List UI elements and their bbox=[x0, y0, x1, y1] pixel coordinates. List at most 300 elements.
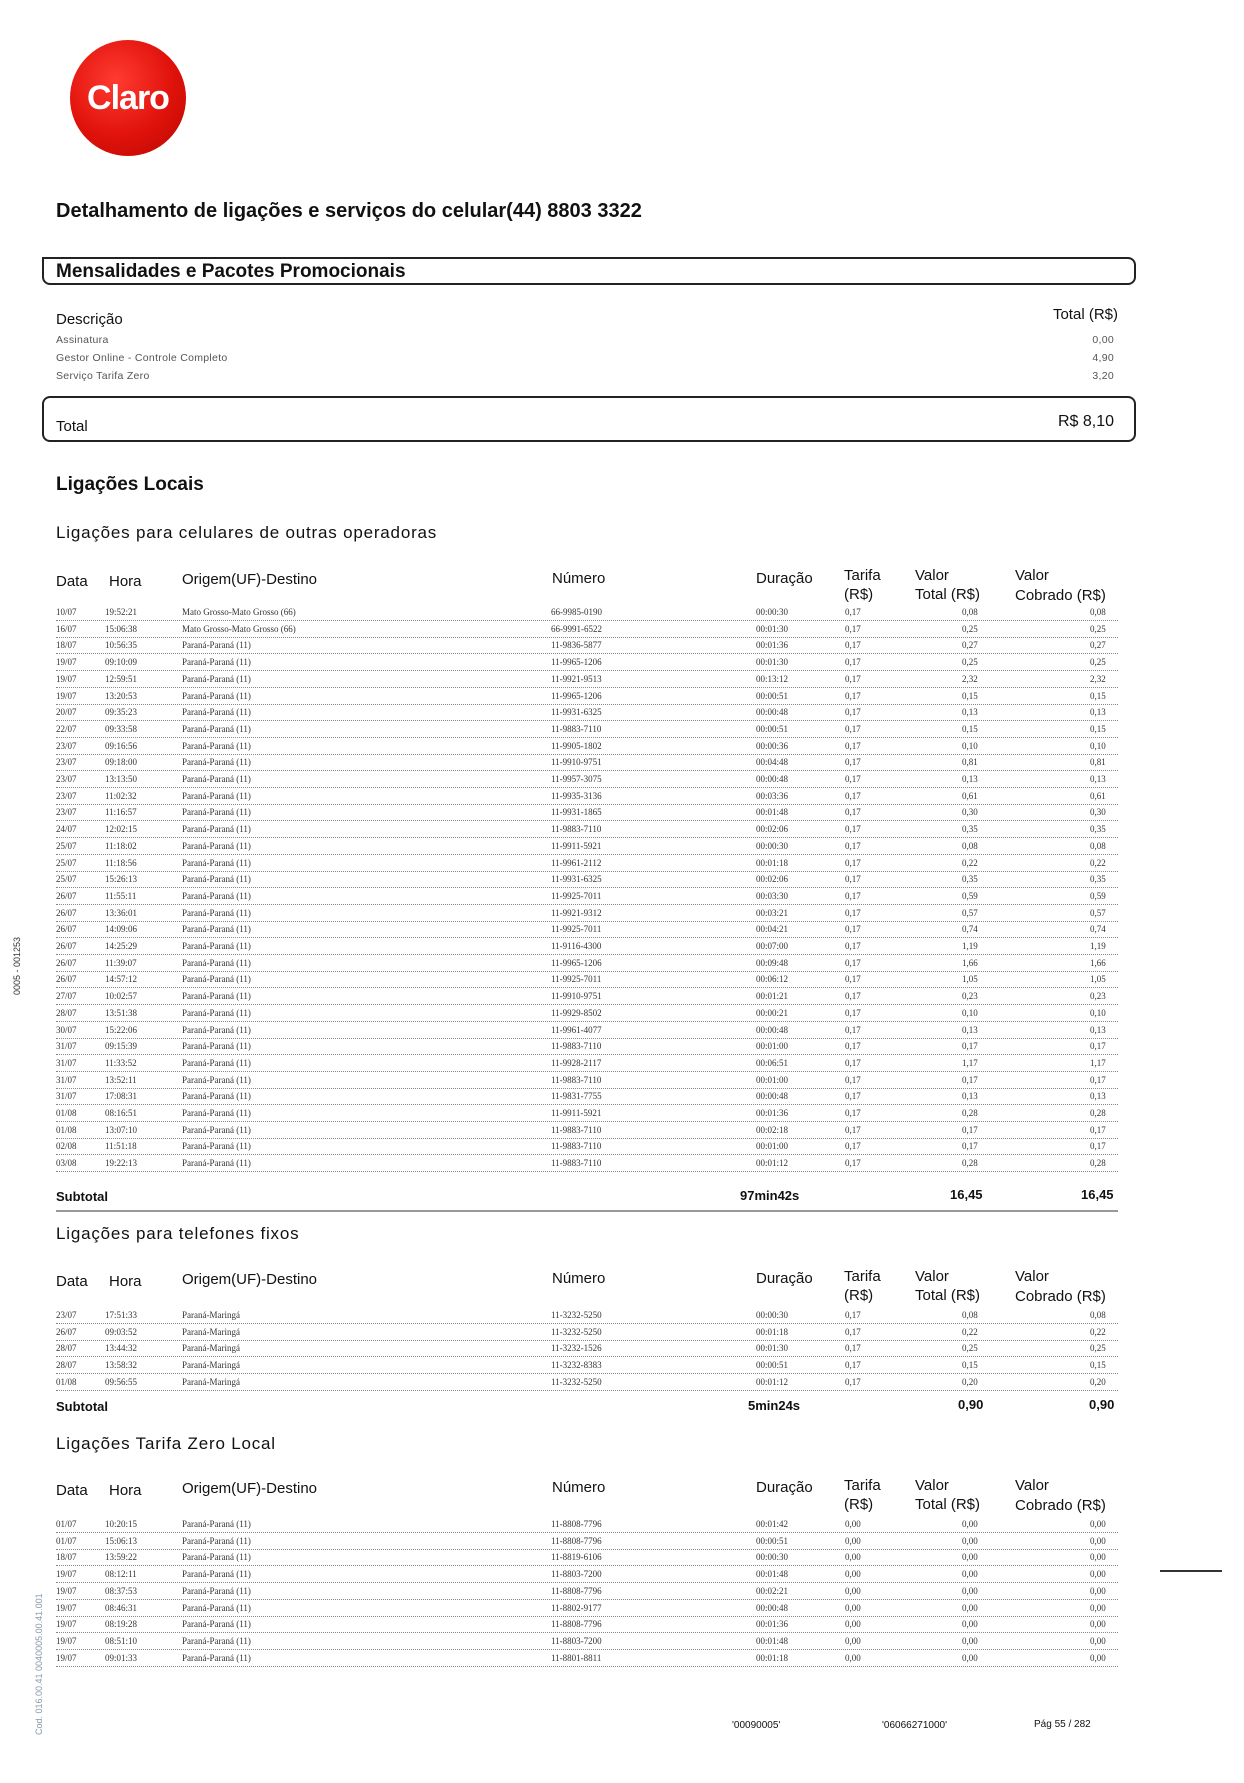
cell-valor-total: 0,27 bbox=[962, 640, 978, 651]
cell-numero: 11-9931-6325 bbox=[551, 707, 602, 718]
cell-valor-total: 0,17 bbox=[962, 1141, 978, 1152]
cell-numero: 11-9883-7110 bbox=[551, 1158, 602, 1169]
table-row bbox=[56, 941, 1118, 955]
cell-data: 19/07 bbox=[56, 1619, 77, 1630]
cell-origem: Paraná-Paraná (11) bbox=[182, 1519, 251, 1529]
col-valor-total-unit: Total (R$) bbox=[915, 586, 981, 603]
cell-duracao: 00:00:48 bbox=[756, 707, 789, 718]
cell-hora: 17:08:31 bbox=[105, 1091, 138, 1102]
cell-origem: Paraná-Paraná (11) bbox=[182, 824, 251, 835]
cell-valor-cobrado: 0,20 bbox=[1090, 1376, 1106, 1387]
cell-numero: 11-9911-5921 bbox=[551, 1108, 602, 1118]
cell-duracao: 00:03:21 bbox=[756, 907, 789, 918]
cell-valor-cobrado: 0,61 bbox=[1090, 790, 1106, 801]
cell-valor-cobrado: 0,35 bbox=[1090, 824, 1106, 835]
cell-duracao: 00:02:06 bbox=[756, 824, 789, 835]
cell-hora: 09:10:09 bbox=[105, 657, 138, 668]
cell-numero: 11-8801-8811 bbox=[551, 1652, 602, 1663]
col-data: Data bbox=[56, 573, 88, 590]
cell-duracao: 00:04:21 bbox=[756, 924, 789, 935]
cell-duracao: 00:01:36 bbox=[756, 640, 789, 651]
cell-numero: 11-9957-3075 bbox=[551, 774, 602, 784]
cell-tarifa: 0,17 bbox=[845, 657, 861, 668]
cell-numero: 11-8819-6106 bbox=[551, 1552, 602, 1563]
cell-hora: 09:01:33 bbox=[105, 1652, 138, 1663]
cell-valor-total: 0,22 bbox=[962, 1326, 978, 1337]
cell-origem: Paraná-Paraná (11) bbox=[182, 974, 251, 985]
cell-duracao: 00:01:18 bbox=[756, 1652, 789, 1663]
cell-tarifa: 0,17 bbox=[845, 907, 861, 918]
cell-data: 01/07 bbox=[56, 1519, 77, 1529]
cell-origem: Paraná-Paraná (11) bbox=[182, 1124, 251, 1135]
cell-data: 10/07 bbox=[56, 607, 77, 617]
cell-numero: 11-3232-5250 bbox=[551, 1310, 602, 1320]
table-row bbox=[56, 1519, 1118, 1533]
cell-origem: Paraná-Maringá bbox=[182, 1360, 240, 1371]
cell-valor-cobrado: 0,17 bbox=[1090, 1141, 1106, 1152]
col-duracao: Duração bbox=[756, 1270, 813, 1287]
cell-tarifa: 0,17 bbox=[845, 1158, 861, 1169]
cell-valor-total: 0,25 bbox=[962, 623, 978, 634]
cell-data: 31/07 bbox=[56, 1074, 77, 1085]
cell-origem: Paraná-Paraná (11) bbox=[182, 991, 251, 1002]
cell-numero: 11-9910-9751 bbox=[551, 757, 602, 768]
cell-numero: 11-9935-3136 bbox=[551, 790, 602, 801]
cell-valor-cobrado: 0,15 bbox=[1090, 1360, 1106, 1371]
cell-origem: Paraná-Paraná (11) bbox=[182, 907, 251, 918]
cell-tarifa: 0,17 bbox=[845, 957, 861, 968]
subtotal-duration: 5min24s bbox=[748, 1398, 801, 1413]
cell-origem: Paraná-Paraná (11) bbox=[182, 774, 251, 784]
cell-numero: 11-8808-7796 bbox=[551, 1585, 602, 1596]
cell-data: 22/07 bbox=[56, 723, 77, 734]
cell-data: 18/07 bbox=[56, 1552, 77, 1563]
cell-valor-total: 0,00 bbox=[962, 1535, 978, 1546]
cell-numero: 11-9883-7110 bbox=[551, 1124, 602, 1135]
cell-tarifa: 0,17 bbox=[845, 1024, 861, 1035]
cell-origem: Paraná-Paraná (11) bbox=[182, 640, 251, 651]
cell-valor-cobrado: 0,00 bbox=[1090, 1535, 1106, 1546]
cell-numero: 11-9883-7110 bbox=[551, 1141, 602, 1152]
cell-valor-cobrado: 0,13 bbox=[1090, 1091, 1106, 1102]
col-header-total: Total (R$) bbox=[1052, 306, 1118, 323]
cell-origem: Paraná-Paraná (11) bbox=[182, 1007, 251, 1018]
local-calls-title: Ligações Locais bbox=[56, 474, 204, 495]
table-row bbox=[56, 774, 1118, 788]
cell-duracao: 00:06:12 bbox=[756, 974, 789, 985]
cell-valor-total: 0,17 bbox=[962, 1041, 978, 1052]
cell-tarifa: 0,17 bbox=[845, 774, 861, 784]
cell-data: 23/07 bbox=[56, 1310, 77, 1320]
cell-origem: Paraná-Paraná (11) bbox=[182, 890, 251, 901]
cell-tarifa: 0,17 bbox=[845, 707, 861, 718]
cell-valor-total: 0,10 bbox=[962, 740, 978, 751]
cell-data: 28/07 bbox=[56, 1343, 77, 1354]
subtotal-charged: 16,45 bbox=[1081, 1187, 1114, 1202]
cell-valor-cobrado: 0,59 bbox=[1090, 890, 1106, 901]
table-row bbox=[56, 640, 1118, 654]
cell-tarifa: 0,17 bbox=[845, 1326, 861, 1337]
cell-data: 26/07 bbox=[56, 907, 77, 918]
cell-valor-total: 0,17 bbox=[962, 1124, 978, 1135]
cell-hora: 17:51:33 bbox=[105, 1310, 138, 1320]
cell-hora: 11:02:32 bbox=[105, 790, 137, 801]
cell-numero: 11-9836-5877 bbox=[551, 640, 602, 651]
cell-duracao: 00:13:12 bbox=[756, 673, 789, 684]
cell-origem: Paraná-Maringá bbox=[182, 1343, 240, 1354]
claro-logo bbox=[70, 40, 186, 156]
zero-calls-title: Ligações Tarifa Zero Local bbox=[56, 1434, 276, 1453]
cell-tarifa: 0,17 bbox=[845, 1091, 861, 1102]
cell-valor-cobrado: 0,15 bbox=[1090, 690, 1106, 701]
cell-hora: 15:26:13 bbox=[105, 874, 138, 885]
cell-valor-cobrado: 0,57 bbox=[1090, 907, 1106, 918]
cell-valor-total: 0,08 bbox=[962, 1310, 978, 1320]
col-valor-total-unit: Total (R$) bbox=[915, 1496, 981, 1513]
cell-valor-cobrado: 0,13 bbox=[1090, 774, 1106, 784]
table-row bbox=[56, 1360, 1118, 1374]
cell-valor-total: 1,19 bbox=[962, 941, 978, 951]
table-row bbox=[56, 1569, 1118, 1583]
table-row bbox=[56, 924, 1118, 938]
cell-duracao: 00:00:51 bbox=[756, 1360, 789, 1371]
cell-duracao: 00:01:18 bbox=[756, 1326, 789, 1337]
cell-data: 26/07 bbox=[56, 890, 77, 901]
cell-numero: 11-9965-1206 bbox=[551, 957, 602, 968]
cell-origem: Paraná-Paraná (11) bbox=[182, 1074, 251, 1085]
cell-origem: Paraná-Paraná (11) bbox=[182, 673, 251, 684]
cell-duracao: 00:00:51 bbox=[756, 723, 789, 734]
cell-origem: Paraná-Paraná (11) bbox=[182, 707, 251, 718]
cell-data: 01/08 bbox=[56, 1124, 77, 1135]
cell-data: 24/07 bbox=[56, 824, 77, 835]
cell-hora: 12:02:15 bbox=[105, 824, 138, 835]
cell-tarifa: 0,17 bbox=[845, 1343, 861, 1354]
cell-duracao: 00:00:48 bbox=[756, 1024, 789, 1035]
cell-valor-total: 0,15 bbox=[962, 690, 978, 701]
subtotal-total: 16,45 bbox=[950, 1187, 983, 1202]
cell-valor-total: 0,00 bbox=[962, 1519, 978, 1529]
col-hora: Hora bbox=[109, 1482, 142, 1499]
cell-valor-total: 0,59 bbox=[962, 890, 978, 901]
cell-data: 25/07 bbox=[56, 857, 77, 868]
cell-numero: 11-9931-1865 bbox=[551, 807, 602, 818]
table-row bbox=[56, 841, 1118, 855]
cell-valor-cobrado: 0,08 bbox=[1090, 1310, 1106, 1320]
cell-hora: 10:56:35 bbox=[105, 640, 138, 651]
cell-valor-cobrado: 0,27 bbox=[1090, 640, 1106, 651]
cell-hora: 14:09:06 bbox=[105, 924, 138, 935]
cell-valor-total: 0,00 bbox=[962, 1585, 978, 1596]
table-row bbox=[56, 1025, 1118, 1039]
cell-valor-cobrado: 0,28 bbox=[1090, 1108, 1106, 1118]
table-row bbox=[56, 908, 1118, 922]
cell-valor-cobrado: 0,74 bbox=[1090, 924, 1106, 935]
cell-origem: Paraná-Paraná (11) bbox=[182, 874, 251, 885]
table-row bbox=[56, 691, 1118, 705]
cell-duracao: 00:00:51 bbox=[756, 690, 789, 701]
cell-duracao: 00:01:18 bbox=[756, 857, 789, 868]
cell-numero: 11-9925-7011 bbox=[551, 924, 602, 935]
cell-valor-cobrado: 0,15 bbox=[1090, 723, 1106, 734]
table-row bbox=[56, 991, 1118, 1005]
cell-hora: 09:56:55 bbox=[105, 1376, 138, 1387]
col-tarifa-unit: (R$) bbox=[844, 1496, 874, 1513]
cell-origem: Paraná-Paraná (11) bbox=[182, 957, 251, 968]
cell-data: 19/07 bbox=[56, 657, 77, 668]
cell-duracao: 00:01:36 bbox=[756, 1619, 789, 1630]
cell-data: 03/08 bbox=[56, 1158, 77, 1169]
cell-valor-cobrado: 0,10 bbox=[1090, 1007, 1106, 1018]
cell-duracao: 00:01:30 bbox=[756, 1343, 789, 1354]
cell-numero: 11-9965-1206 bbox=[551, 690, 602, 701]
table-row bbox=[56, 791, 1118, 805]
cell-hora: 11:18:02 bbox=[105, 840, 137, 851]
cell-duracao: 00:00:21 bbox=[756, 1007, 789, 1018]
cell-hora: 13:20:53 bbox=[105, 690, 138, 701]
cell-tarifa: 0,17 bbox=[845, 824, 861, 835]
cell-origem: Paraná-Paraná (11) bbox=[182, 1141, 251, 1152]
cell-hora: 12:59:51 bbox=[105, 673, 138, 684]
cell-valor-cobrado: 0,17 bbox=[1090, 1074, 1106, 1085]
table-row bbox=[56, 724, 1118, 738]
cell-numero: 66-9985-0190 bbox=[551, 607, 602, 617]
cell-origem: Paraná-Paraná (11) bbox=[182, 924, 251, 935]
cell-numero: 11-9883-7110 bbox=[551, 1074, 602, 1085]
cell-valor-total: 0,61 bbox=[962, 790, 978, 801]
cell-valor-cobrado: 0,10 bbox=[1090, 740, 1106, 751]
cell-valor-cobrado: 0,25 bbox=[1090, 623, 1106, 634]
cell-origem: Paraná-Paraná (11) bbox=[182, 690, 251, 701]
cell-valor-total: 0,13 bbox=[962, 774, 978, 784]
cell-duracao: 00:01:30 bbox=[756, 623, 789, 634]
col-valor-total: Valor bbox=[915, 1477, 949, 1494]
col-valor-cobrado: Valor bbox=[1015, 567, 1049, 584]
cell-valor-total: 0,15 bbox=[962, 723, 978, 734]
cell-valor-total: 0,00 bbox=[962, 1635, 978, 1646]
table-row bbox=[56, 858, 1118, 872]
table-row bbox=[56, 1536, 1118, 1550]
cell-hora: 13:58:32 bbox=[105, 1360, 138, 1371]
cell-hora: 10:02:57 bbox=[105, 991, 138, 1002]
cell-origem: Paraná-Paraná (11) bbox=[182, 657, 251, 668]
cell-duracao: 00:04:48 bbox=[756, 757, 789, 768]
cell-data: 26/07 bbox=[56, 1326, 77, 1337]
col-tarifa: Tarifa bbox=[844, 1268, 881, 1285]
table-row bbox=[56, 974, 1118, 988]
cell-data: 26/07 bbox=[56, 941, 77, 951]
col-duracao: Duração bbox=[756, 570, 813, 587]
cell-valor-total: 0,00 bbox=[962, 1619, 978, 1630]
col-duracao: Duração bbox=[756, 1479, 813, 1496]
cell-origem: Paraná-Paraná (11) bbox=[182, 840, 251, 851]
table-row bbox=[56, 1141, 1118, 1155]
cell-valor-total: 1,66 bbox=[962, 957, 978, 968]
cell-origem: Paraná-Paraná (11) bbox=[182, 1024, 251, 1035]
cell-tarifa: 0,17 bbox=[845, 924, 861, 935]
cell-tarifa: 0,17 bbox=[845, 740, 861, 751]
cell-data: 02/08 bbox=[56, 1141, 77, 1152]
table-row bbox=[56, 757, 1118, 771]
table-row bbox=[56, 1586, 1118, 1600]
cell-hora: 19:52:21 bbox=[105, 607, 138, 617]
col-origem: Origem(UF)-Destino bbox=[182, 1480, 318, 1497]
cell-hora: 09:33:58 bbox=[105, 723, 138, 734]
cell-origem: Paraná-Paraná (11) bbox=[182, 1569, 251, 1580]
cell-valor-total: 0,74 bbox=[962, 924, 978, 935]
col-numero: Número bbox=[552, 1270, 606, 1287]
table-row bbox=[56, 1552, 1118, 1566]
cell-duracao: 00:07:00 bbox=[756, 941, 789, 951]
cell-tarifa: 0,17 bbox=[845, 840, 861, 851]
cell-origem: Paraná-Maringá bbox=[182, 1326, 240, 1337]
cell-hora: 10:20:15 bbox=[105, 1519, 138, 1529]
cell-valor-total: 0,13 bbox=[962, 707, 978, 718]
cell-data: 31/07 bbox=[56, 1041, 77, 1052]
cell-valor-total: 0,28 bbox=[962, 1158, 978, 1169]
cell-hora: 08:46:31 bbox=[105, 1602, 138, 1613]
cell-valor-total: 1,05 bbox=[962, 974, 978, 985]
cell-numero: 11-8808-7796 bbox=[551, 1619, 602, 1630]
col-data: Data bbox=[56, 1273, 88, 1290]
cell-tarifa: 0,17 bbox=[845, 623, 861, 634]
cell-valor-total: 0,25 bbox=[962, 1343, 978, 1354]
cell-numero: 11-3232-5250 bbox=[551, 1326, 602, 1337]
cell-numero: 66-9991-6522 bbox=[551, 623, 602, 634]
cell-tarifa: 0,00 bbox=[845, 1519, 861, 1529]
cell-valor-cobrado: 0,00 bbox=[1090, 1635, 1106, 1646]
cell-numero: 11-9911-5921 bbox=[551, 840, 602, 851]
cell-hora: 09:15:39 bbox=[105, 1041, 138, 1052]
cell-origem: Paraná-Paraná (11) bbox=[182, 723, 251, 734]
cell-valor-total: 0,28 bbox=[962, 1108, 978, 1118]
col-valor-cobrado-unit: Cobrado (R$) bbox=[1015, 1288, 1106, 1305]
cell-duracao: 00:01:48 bbox=[756, 807, 789, 818]
cell-duracao: 00:00:30 bbox=[756, 1310, 789, 1320]
table-row bbox=[56, 741, 1118, 755]
cell-valor-cobrado: 0,30 bbox=[1090, 807, 1106, 818]
page-number: Pág 55 / 282 bbox=[1034, 1719, 1091, 1730]
monthly-item-desc: Assinatura bbox=[56, 334, 109, 346]
cell-tarifa: 0,17 bbox=[845, 1360, 861, 1371]
cell-numero: 11-9883-7110 bbox=[551, 1041, 602, 1052]
cell-tarifa: 0,17 bbox=[845, 1376, 861, 1387]
cell-hora: 13:51:38 bbox=[105, 1007, 138, 1018]
cell-valor-total: 0,13 bbox=[962, 1091, 978, 1102]
cell-tarifa: 0,17 bbox=[845, 1124, 861, 1135]
cell-valor-total: 2,32 bbox=[962, 673, 978, 684]
table-row bbox=[56, 1091, 1118, 1105]
cell-duracao: 00:01:00 bbox=[756, 1041, 789, 1052]
table-row bbox=[56, 1125, 1118, 1139]
cell-tarifa: 0,00 bbox=[845, 1635, 861, 1646]
cell-origem: Paraná-Paraná (11) bbox=[182, 1585, 251, 1596]
cell-origem: Paraná-Paraná (11) bbox=[182, 1091, 251, 1102]
cell-origem: Paraná-Paraná (11) bbox=[182, 757, 251, 768]
cell-data: 25/07 bbox=[56, 840, 77, 851]
table-row bbox=[56, 807, 1118, 821]
cell-hora: 14:25:29 bbox=[105, 941, 138, 951]
cell-numero: 11-9921-9513 bbox=[551, 673, 602, 684]
section-title-monthly: Mensalidades e Pacotes Promocionais bbox=[56, 261, 406, 282]
col-origem: Origem(UF)-Destino bbox=[182, 571, 318, 588]
cell-data: 23/07 bbox=[56, 740, 77, 751]
cell-numero: 11-9831-7755 bbox=[551, 1091, 602, 1102]
side-code-bottom: Cod. 016.00.41 0040005.00.41.001 bbox=[34, 1593, 44, 1735]
cell-valor-total: 0,57 bbox=[962, 907, 978, 918]
cell-tarifa: 0,17 bbox=[845, 874, 861, 885]
cell-data: 23/07 bbox=[56, 807, 77, 818]
cell-numero: 11-9961-4077 bbox=[551, 1024, 602, 1035]
cell-tarifa: 0,17 bbox=[845, 1108, 861, 1118]
cell-data: 16/07 bbox=[56, 623, 77, 634]
cell-valor-cobrado: 0,25 bbox=[1090, 657, 1106, 668]
monthly-item-desc: Serviço Tarifa Zero bbox=[56, 370, 150, 382]
cell-valor-cobrado: 0,00 bbox=[1090, 1602, 1106, 1613]
cell-tarifa: 0,17 bbox=[845, 723, 861, 734]
cell-data: 19/07 bbox=[56, 1652, 77, 1663]
cell-hora: 08:19:28 bbox=[105, 1619, 138, 1630]
table-row bbox=[56, 1158, 1118, 1172]
cell-origem: Paraná-Paraná (11) bbox=[182, 740, 251, 751]
cell-numero: 11-3232-5250 bbox=[551, 1376, 602, 1387]
logo-text: Claro bbox=[87, 78, 169, 117]
cell-tarifa: 0,17 bbox=[845, 857, 861, 868]
cell-duracao: 00:00:30 bbox=[756, 607, 789, 617]
cell-valor-cobrado: 0,00 bbox=[1090, 1569, 1106, 1580]
table-row bbox=[56, 1058, 1118, 1072]
cell-numero: 11-8808-7796 bbox=[551, 1535, 602, 1546]
cell-duracao: 00:02:06 bbox=[756, 874, 789, 885]
table-row bbox=[56, 707, 1118, 721]
footer-code-1: '00090005' bbox=[732, 1720, 781, 1731]
cell-valor-total: 0,17 bbox=[962, 1074, 978, 1085]
cell-numero: 11-8803-7200 bbox=[551, 1569, 602, 1580]
cell-hora: 13:13:50 bbox=[105, 774, 138, 784]
col-valor-cobrado: Valor bbox=[1015, 1268, 1049, 1285]
cell-data: 31/07 bbox=[56, 1057, 77, 1068]
col-header-description: Descrição bbox=[56, 311, 123, 328]
cell-numero: 11-9116-4300 bbox=[551, 941, 602, 951]
monthly-item-desc: Gestor Online - Controle Completo bbox=[56, 352, 228, 364]
cell-data: 19/07 bbox=[56, 1635, 77, 1646]
cell-hora: 13:44:32 bbox=[105, 1343, 138, 1354]
cell-duracao: 00:03:30 bbox=[756, 890, 789, 901]
cell-duracao: 00:01:00 bbox=[756, 1141, 789, 1152]
cell-data: 28/07 bbox=[56, 1007, 77, 1018]
cell-valor-cobrado: 0,08 bbox=[1090, 607, 1106, 617]
table-row bbox=[56, 674, 1118, 688]
cell-tarifa: 0,17 bbox=[845, 807, 861, 818]
cell-valor-cobrado: 0,17 bbox=[1090, 1041, 1106, 1052]
cell-origem: Paraná-Paraná (11) bbox=[182, 1535, 251, 1546]
table-row bbox=[56, 607, 1118, 621]
cell-hora: 11:39:07 bbox=[105, 957, 137, 968]
cell-data: 30/07 bbox=[56, 1024, 77, 1035]
cell-valor-total: 0,35 bbox=[962, 874, 978, 885]
col-numero: Número bbox=[552, 1479, 606, 1496]
cell-numero: 11-8803-7200 bbox=[551, 1635, 602, 1646]
col-tarifa: Tarifa bbox=[844, 567, 881, 584]
cell-numero: 11-9929-8502 bbox=[551, 1007, 602, 1018]
table-row bbox=[56, 958, 1118, 972]
total-value: R$ 8,10 bbox=[1057, 413, 1114, 430]
cell-numero: 11-9965-1206 bbox=[551, 657, 602, 668]
cell-data: 23/07 bbox=[56, 757, 77, 768]
cell-tarifa: 0,17 bbox=[845, 757, 861, 768]
table-row bbox=[56, 624, 1118, 638]
cell-tarifa: 0,17 bbox=[845, 974, 861, 985]
